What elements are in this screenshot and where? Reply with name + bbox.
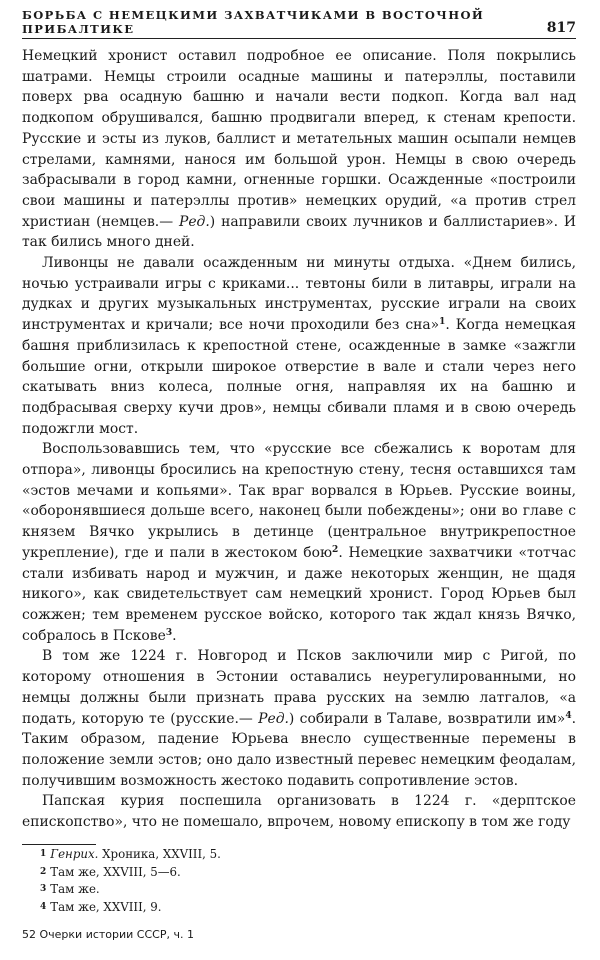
paragraph-2-part-b: . Когда немецкая башня приблизилась к крепостной стене, осажденные в замке «зажгли большие огни, открыли широкое отверстие в вале и стали через него скатывать вниз колеса, полные огня, направляя их на башню и подбрасывая сверху кучи дров», немцы сбивали пламя и в свою очередь подожгли мост. <box>22 317 576 437</box>
paragraph-4-part-c: . Таким образом, падение Юрьева внесло существенные перемены в положение земли эстов; оно дало известный перевес немецким феодалам, получившим возможность жестоко подавить сопротивление эстов. <box>22 710 576 789</box>
footnote-text: Там же, XXVIII, 5—6. <box>50 864 181 879</box>
footnote-ref-2[interactable]: 2 <box>332 544 339 555</box>
footnote-divider <box>22 844 96 845</box>
paragraph-1-part-a: Немецкий хронист оставил подробное ее описание. Поля покрылись шатрами. Немцы строили осадные машины и патерэллы, поставили поверх рва осадную башню и начали вести подкоп. Когда вал над подкопом обрушивался, башню продвигали вперед, к стенам крепости. Русские и эсты из луков, баллист и метательных машин осыпали немцев стрелами, камнями, нанося им большой урон. Немцы в свою очередь забрасывали в город камни, огненные горшки. Осажденные «построили свои машины и патерэллы против» немецких орудий, «а против стрел христиан (немцев.— <box>22 48 576 230</box>
footnotes <box>40 846 221 916</box>
paragraph-2-part-a: Ливонцы не давали осажденным ни минуты отдыха. «Днем бились, ночью устраивали игры с криками... тевтоны били в литавры, играли на дудках и других музыкальных инструментах, русские играли на своих инструментах и кричали; все ночи проходили без сна» <box>22 255 576 334</box>
footnote-mark: 2 <box>40 866 47 877</box>
footnote-3 <box>40 881 221 899</box>
editor-note: Ред. <box>178 213 210 230</box>
footnote-mark: 1 <box>40 849 47 859</box>
footnote-text: Там же. <box>50 882 100 896</box>
running-header <box>22 8 576 39</box>
footnote-2 <box>40 864 221 882</box>
footnote-mark: 3 <box>40 884 47 894</box>
footnote-4 <box>40 899 221 917</box>
paragraph-3-part-b: . Немецкие захватчики «тотчас стали избивать народ и мужчин, и даже некоторых женщин, не щадя никого», как свидетельствует сам немецкий хронист. Город Юрьев был сожжен; тем временем русское войско, которого так ждал князь Вячко, собралось в Пскове <box>22 544 576 644</box>
paragraph-1 <box>22 46 576 253</box>
paragraph-5-part-a: Папская курия поспешила организовать в 1224 г. «дерптское епископство», что не помешало, впрочем, новому епископу в том же году <box>22 793 576 831</box>
paragraph-4 <box>22 646 576 791</box>
footnote-ref-1[interactable]: 1 <box>439 317 446 328</box>
footnote-1 <box>40 846 221 864</box>
running-title: БОРЬБА С НЕМЕЦКИМИ ЗАХВАТЧИКАМИ В ВОСТОЧНОЙ ПРИБАЛТИКЕ <box>22 8 485 36</box>
footnote-ref-4[interactable]: 4 <box>565 710 572 721</box>
paragraph-1-part-b: ) направили своих лучников и баллистариев». И так бились много дней. <box>22 213 576 251</box>
main-text <box>22 46 576 833</box>
footnote-ref-3[interactable]: 3 <box>165 627 173 638</box>
paragraph-3-part-a: Воспользовавшись тем, что «русские все сбежались к воротам для отпора», ливонцы бросились на крепостную стену, тесня оставшихся там «эстов мечами и копьями». Так враг ворвался в Юрьев. Русские воины, «оборонявшиеся дольше всего, наконец были побеждены»; они во главе с князем Вячко укрылись в детинце (центральное внутрикрепостное укрепление), где и пали в жестоком бою <box>22 441 576 561</box>
editor-note: Ред. <box>258 710 289 727</box>
footnote-mark: 4 <box>40 901 47 912</box>
paragraph-3-part-c: . <box>172 627 177 644</box>
paragraph-4-part-a: В том же 1224 г. Новгород и Псков заключили мир с Ригой, по которому отношения в Эстонии оставались неурегулированными, но немцы должны были признать права русских на землю латгалов, «а подать, которую те (русские.— <box>22 648 576 727</box>
footnote-author: Генрих. <box>50 847 99 861</box>
footnote-text: Хроника, XXVIII, 5. <box>98 847 221 861</box>
paragraph-3 <box>22 439 576 646</box>
footnote-text: Там же, XXVIII, 9. <box>50 899 162 914</box>
paragraph-4-part-b: ) собирали в Талаве, возвратили им» <box>288 710 566 727</box>
paragraph-5 <box>22 791 576 832</box>
page-number: 817 <box>546 20 576 36</box>
paragraph-2 <box>22 253 576 439</box>
printer-signature: 52 Очерки истории СССР, ч. 1 <box>22 928 194 941</box>
